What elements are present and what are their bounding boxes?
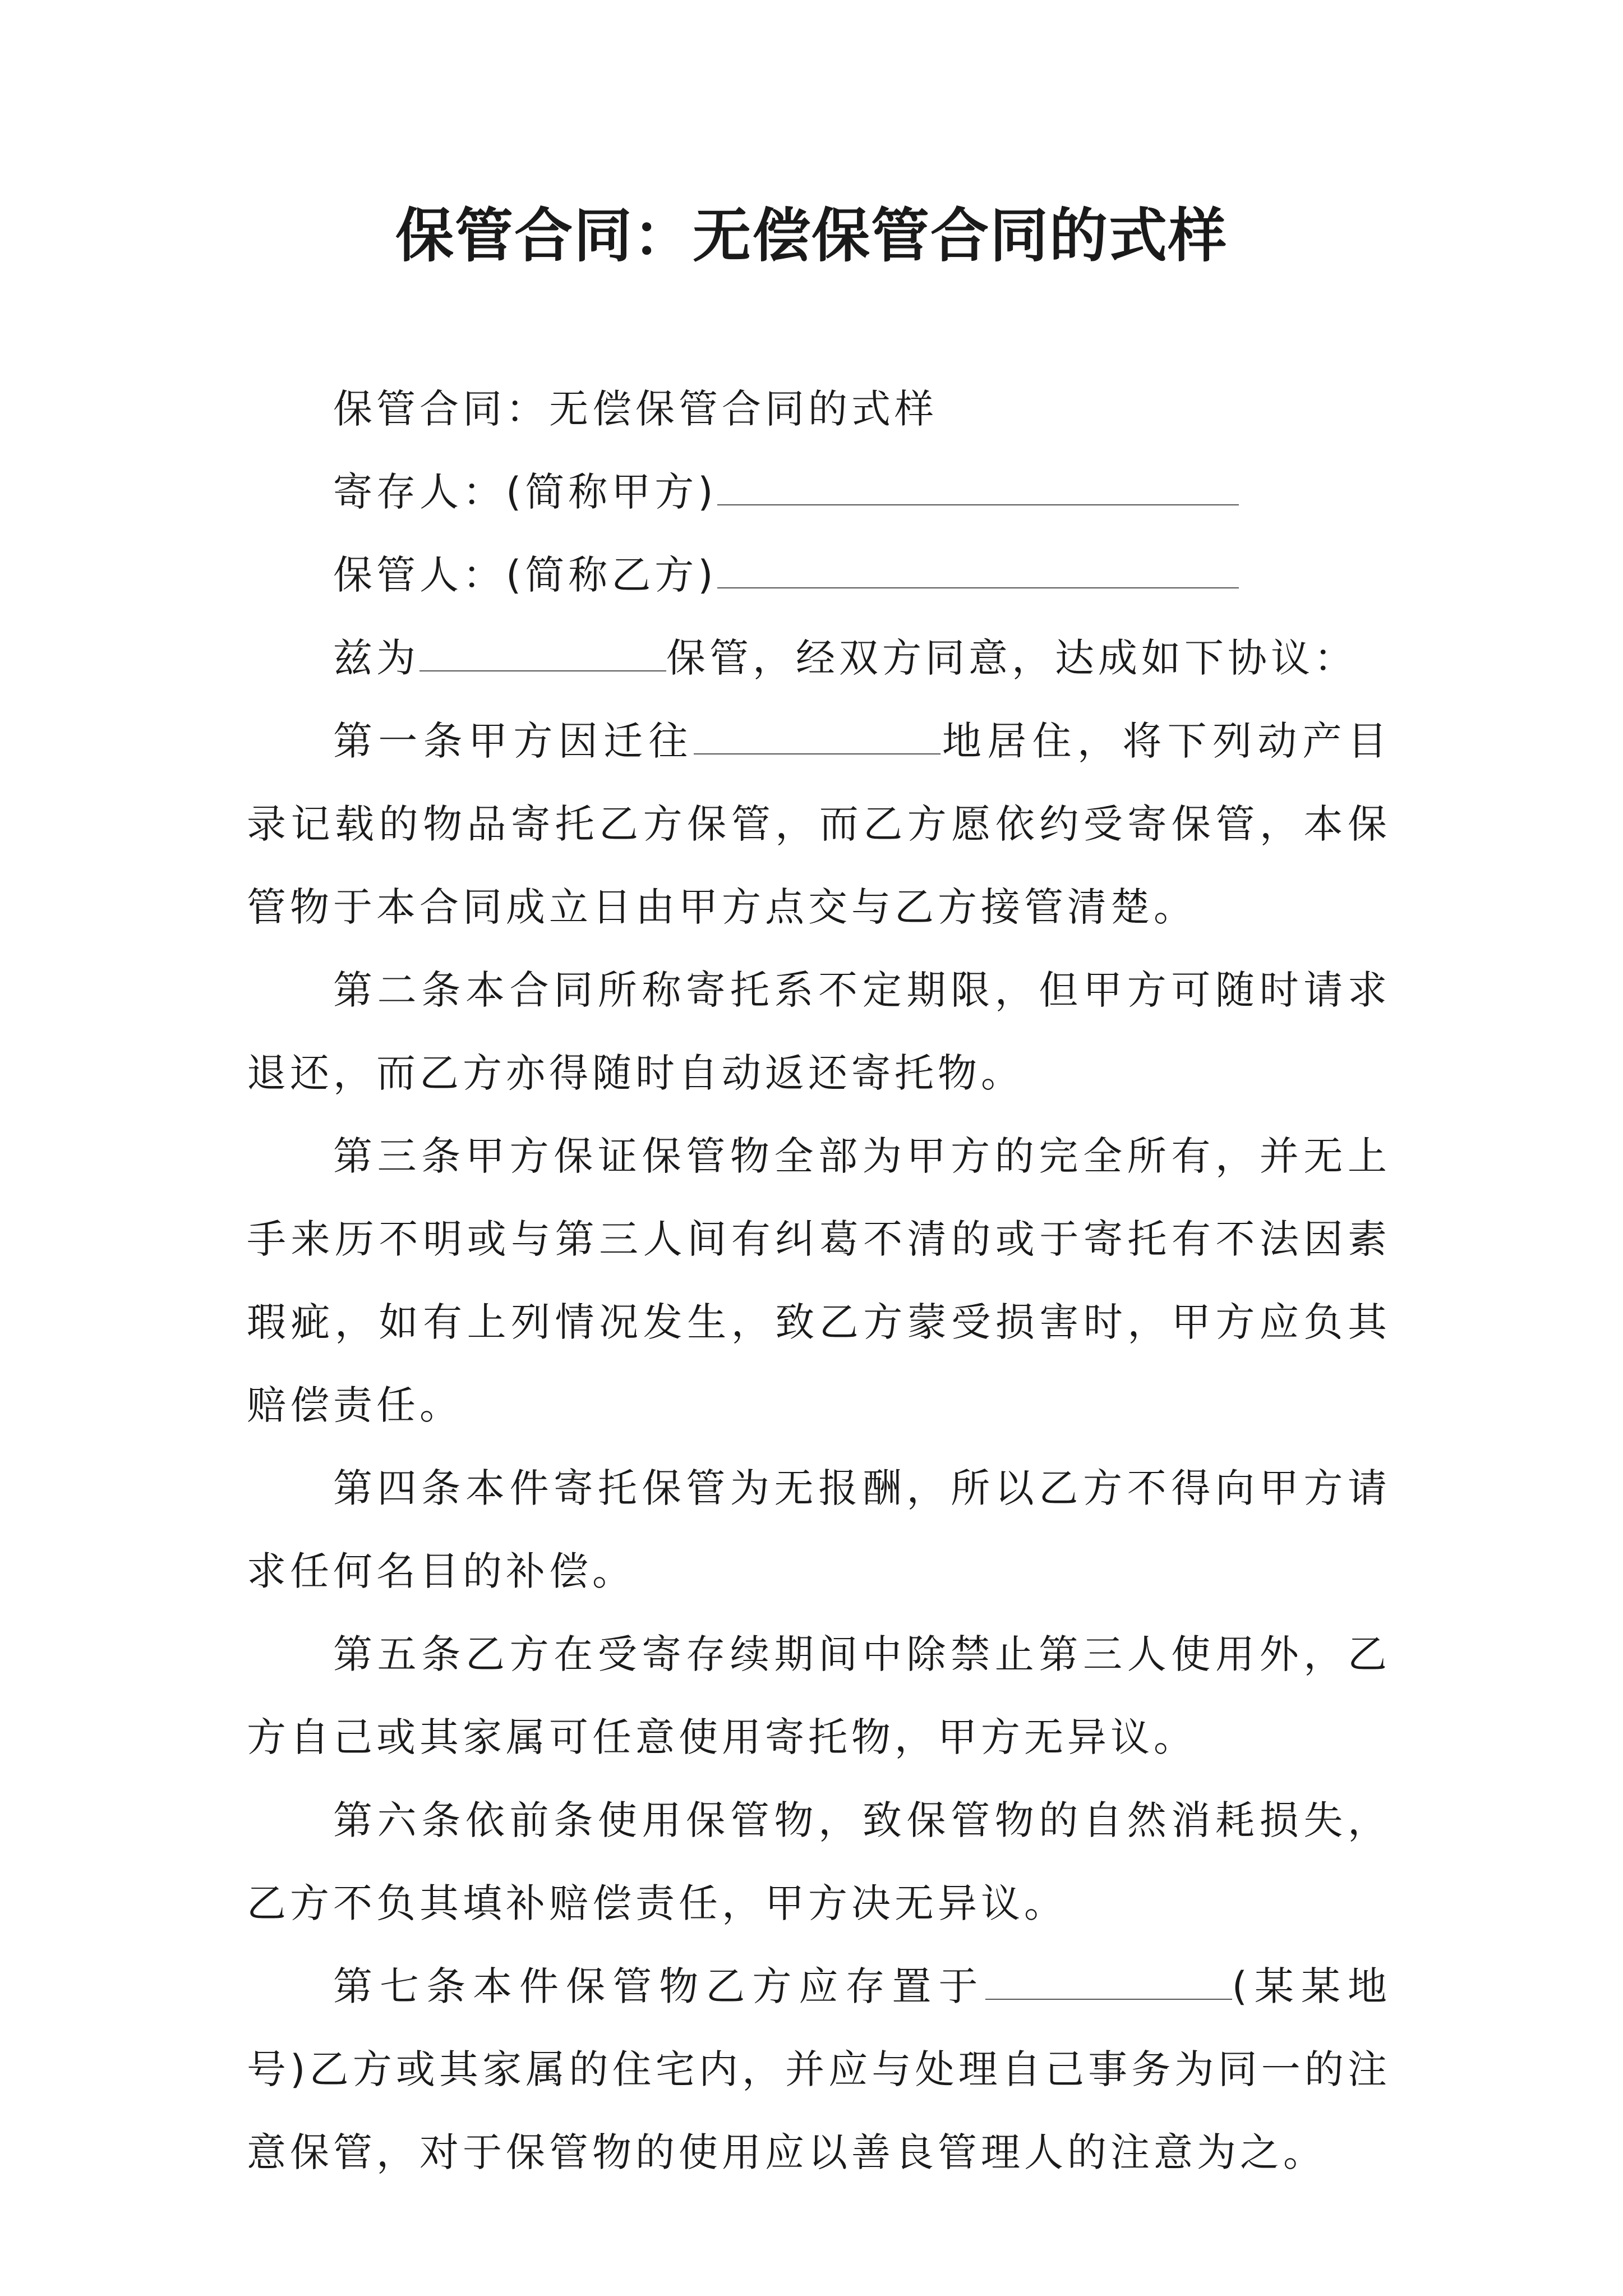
- depositor-label: 寄存人：(简称甲方): [333, 469, 717, 515]
- paragraph-article-4: [247, 1447, 1391, 1613]
- article-7-after: (某某地号)乙方或其家属的住宅内，并应与处理自己事务为同一的注意保管，对于保管物的使用应以善良管理人的注意为之。: [247, 1963, 1391, 2175]
- paragraph-custodian: [247, 533, 1391, 616]
- article-1-before: 第一条甲方因迁往: [333, 718, 694, 764]
- custodian-label: 保管人：(简称乙方): [333, 552, 717, 598]
- paragraph-depositor: [247, 450, 1391, 533]
- paragraph-article-1: [247, 700, 1391, 949]
- preamble-after: 保管，经双方同意，达成如下协议：: [666, 635, 1357, 681]
- document-title: 保管合同：无偿保管合同的式样: [395, 201, 1228, 270]
- paragraph-heading: [247, 367, 1391, 450]
- storage-location-blank: [985, 1962, 1232, 2000]
- item-blank: [419, 633, 666, 671]
- article-4-text: 第四条本件寄托保管为无报酬，所以乙方不得向甲方请求任何名目的补偿。: [247, 1465, 1391, 1594]
- custodian-blank: [717, 550, 1239, 588]
- paragraph-text: 保管合同：无偿保管合同的式样: [333, 386, 938, 432]
- document-body: [247, 367, 1391, 2194]
- article-2-text: 第二条本合同所称寄托系不定期限，但甲方可随时请求退还，而乙方亦得随时自动返还寄托物。: [247, 967, 1391, 1096]
- paragraph-article-2: [247, 949, 1391, 1115]
- article-1-after: 地居住，将下列动产目录记载的物品寄托乙方保管，而乙方愿依约受寄保管，本保管物于本合同成立日由甲方点交与乙方接管清楚。: [247, 718, 1391, 930]
- depositor-blank: [717, 467, 1239, 505]
- preamble-before: 兹为: [333, 635, 419, 681]
- article-7-before: 第七条本件保管物乙方应存置于: [333, 1963, 985, 2009]
- paragraph-article-3: [247, 1115, 1391, 1447]
- paragraph-article-7: [247, 1945, 1391, 2194]
- paragraph-article-5: [247, 1613, 1391, 1779]
- article-5-text: 第五条乙方在受寄存续期间中除禁止第三人使用外，乙方自己或其家属可任意使用寄托物，甲方无异议。: [247, 1631, 1391, 1760]
- paragraph-preamble: [247, 616, 1391, 700]
- article-3-text: 第三条甲方保证保管物全部为甲方的完全所有，并无上手来历不明或与第三人间有纠葛不清的或于寄托有不法因素瑕疵，如有上列情况发生，致乙方蒙受损害时，甲方应负其赔偿责任。: [247, 1133, 1391, 1428]
- article-6-text: 第六条依前条使用保管物，致保管物的自然消耗损失，乙方不负其填补赔偿责任，甲方决无异议。: [247, 1797, 1391, 1926]
- destination-blank: [694, 716, 940, 754]
- paragraph-article-6: [247, 1779, 1391, 1945]
